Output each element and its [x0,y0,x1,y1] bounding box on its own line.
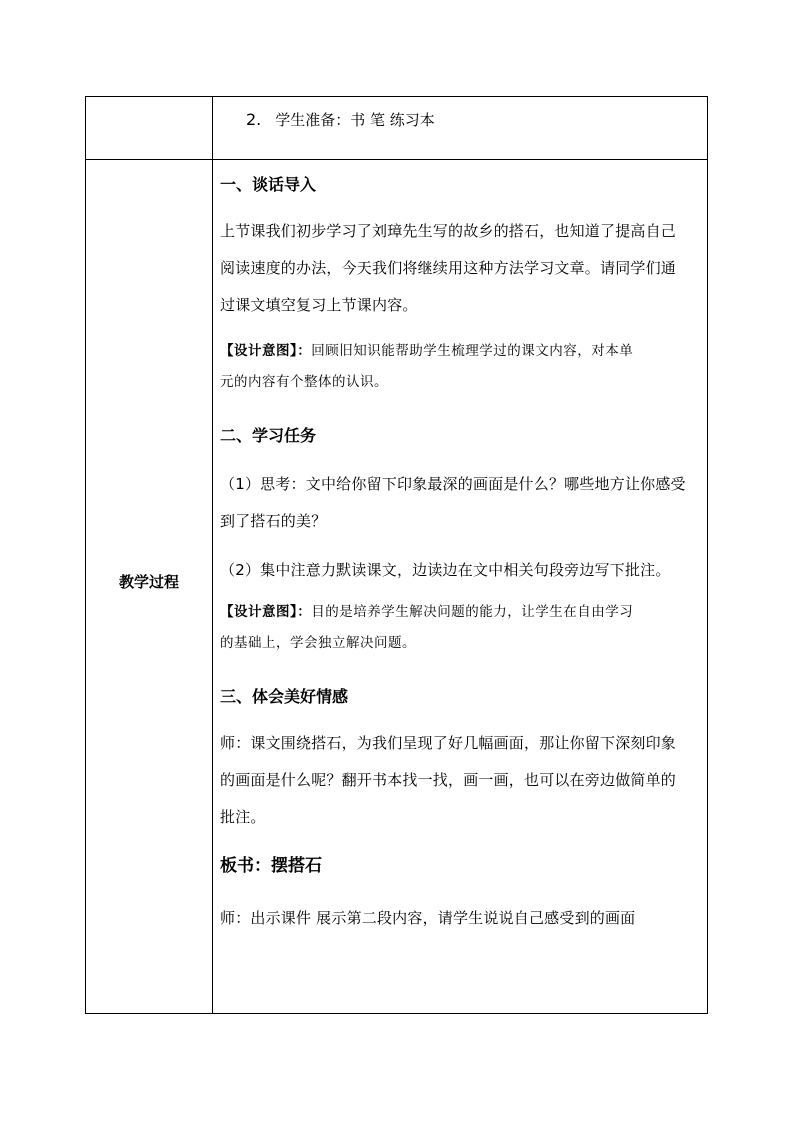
section-heading-feelings: 三、体会美好情感 [220,687,349,706]
feelings-paragraph [220,725,700,836]
courseware-line: 师：出示课件 展示第二段内容，请学生说说自己感受到的画面 [220,909,636,927]
paragraph-line: 到了搭石的美？ [220,512,327,530]
design-intent-label: 【设计意图】： [220,343,312,359]
task-question-2: （2）集中注意力默读课文，边读边在文中相关句段旁边写下批注。 [220,561,671,579]
design-intent-label: 【设计意图】： [220,604,312,620]
student-prep-item [246,109,435,131]
task-question-1 [220,466,700,540]
row-divider [86,159,707,160]
item-number: 2. [246,110,262,129]
paragraph-line: 的画面是什么呢？翻开书本找一找，画一画，也可以在旁边做简单的 [220,771,677,789]
paragraph-line: 批注。 [220,808,266,826]
process-content [220,167,700,937]
paragraph-line: 阅读速度的办法，今天我们将继续用这种方法学习文章。请同学们通 [220,259,677,277]
paragraph-line: 师：课文围绕搭石，为我们呈现了好几幅画面，那让你留下深刻印象 [220,734,677,752]
intent-line: 元的内容有个整体的认识。 [220,374,388,390]
intent-line: 的基础上，学会独立解决问题。 [220,635,416,651]
paragraph-line: 上节课我们初步学习了刘璋先生写的故乡的搭石，也知道了提高自己 [220,222,677,240]
paragraph-line: （1）思考：文中给你留下印象最深的画面是什么？哪些地方让你感受 [220,475,686,493]
item-text: 学生准备：书 笔 练习本 [275,111,435,129]
prep-cell [220,97,700,159]
intent-line: 回顾旧知识能帮助学生梳理学过的课文内容，对本单 [311,343,634,359]
section-heading-intro: 一、谈话导入 [220,175,317,194]
design-intent-2 [220,597,700,659]
intro-paragraph [220,213,700,324]
board-writing-heading: 板书：摆搭石 [220,856,322,876]
teaching-process-label: 教学过程 [118,573,179,591]
column-divider [212,97,213,1013]
paragraph-line: 过课文填空复习上节课内容。 [220,296,418,314]
design-intent-1 [220,336,700,398]
intent-line: 目的是培养学生解决问题的能力，让学生在自由学习 [311,604,634,620]
lesson-table [85,96,708,1014]
section-heading-tasks: 二、学习任务 [220,426,317,445]
